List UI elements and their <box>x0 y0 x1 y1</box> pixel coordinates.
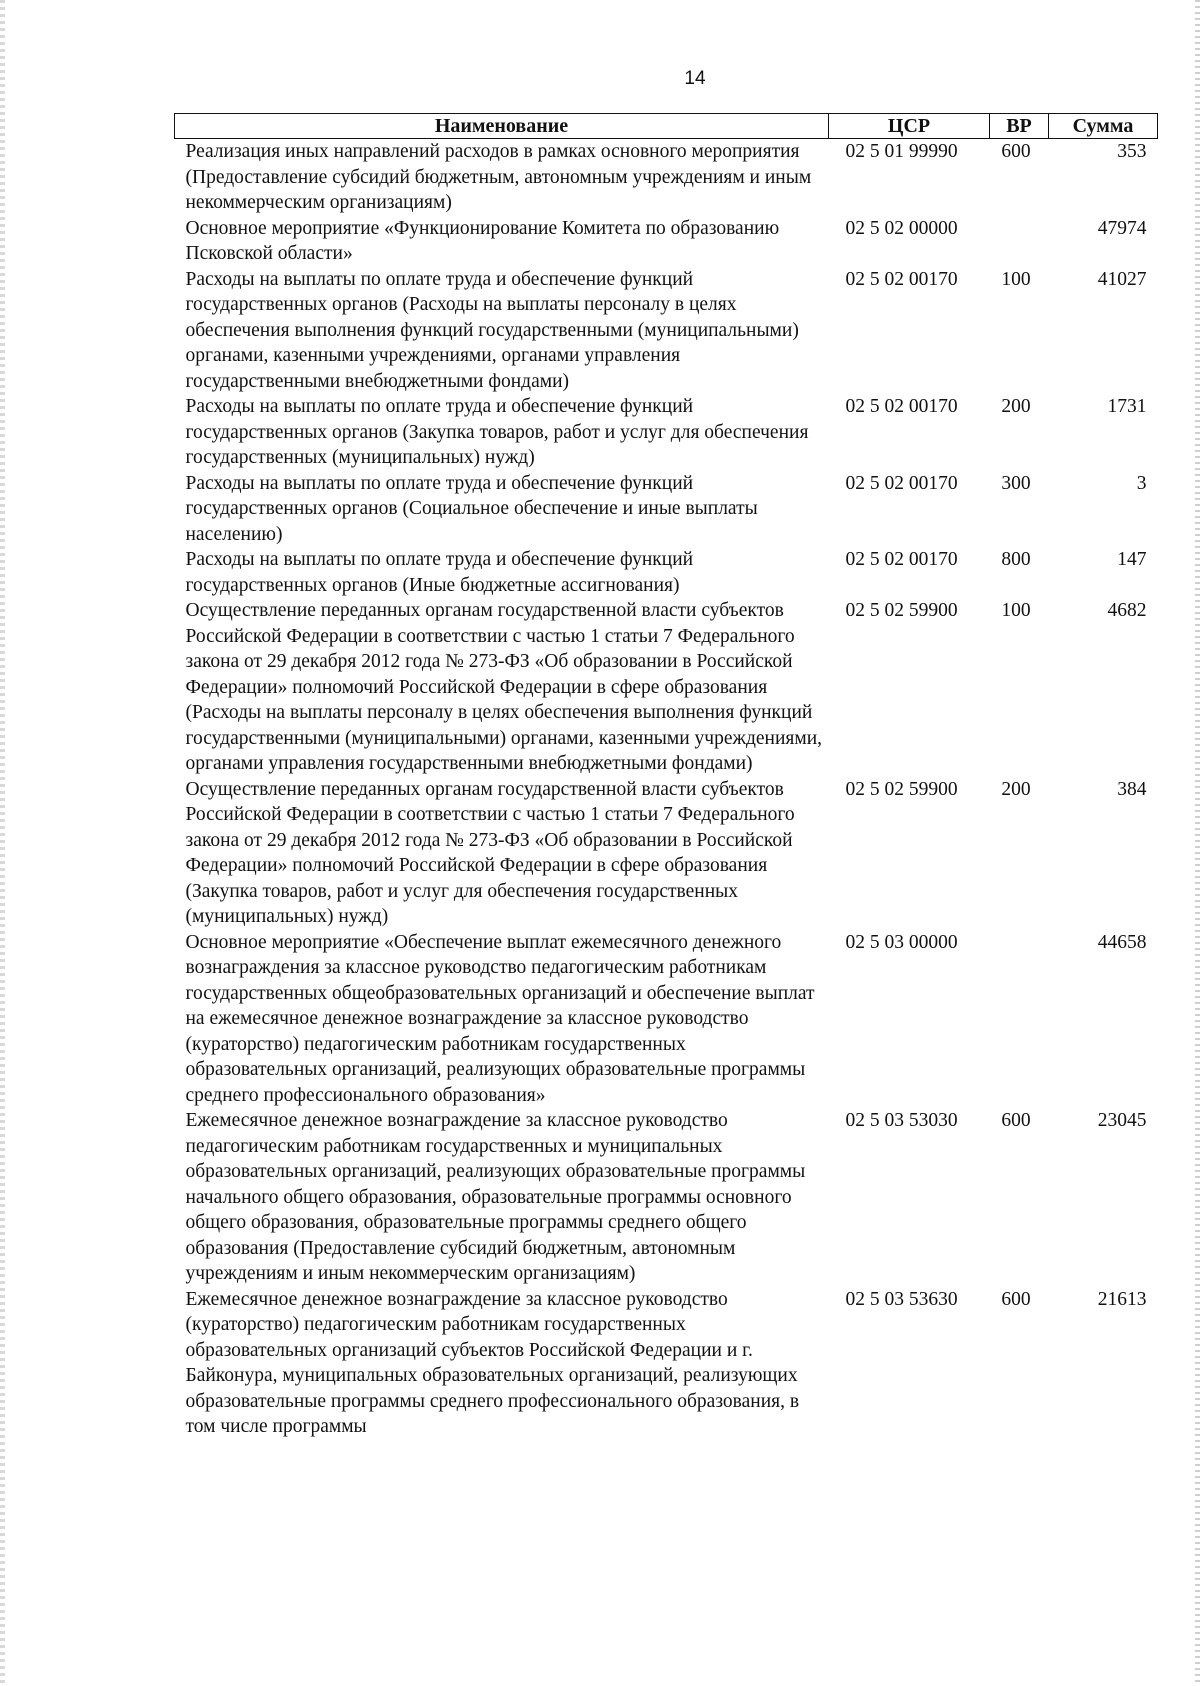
cell-csr: 02 5 03 53630 <box>845 1288 958 1310</box>
cell-name: Осуществление переданных органам государственной власти субъектов Российской Федерации в соответствии с частью 1 статьи 7 Федерального закона от 29 декабря 2012 года № 273-ФЗ «Об образовании в Российской Федерации» полномочий Российской Федерации в сфере образования (Закупка товаров, работ и услуг для обеспечения государственных (муниципальных) нужд) <box>185 778 795 927</box>
table-header-row <box>175 114 1158 139</box>
page-number: 14 <box>684 68 706 89</box>
cell-sum: 3 <box>1136 472 1147 494</box>
cell-name: Расходы на выплаты по оплате труда и обеспечение функций государственных органов (Социальное обеспечение и иные выплаты населению) <box>185 472 758 545</box>
cell-name: Расходы на выплаты по оплате труда и обеспечение функций государственных органов (Иные бюджетные ассигнования) <box>185 549 694 596</box>
cell-sum: 47974 <box>1097 217 1147 239</box>
cell-sum: 1731 <box>1107 396 1147 417</box>
cell-csr: 02 5 02 59900 <box>845 778 958 800</box>
budget-table <box>174 113 1158 1440</box>
table-row <box>175 1287 1158 1440</box>
cell-csr: 02 5 02 00170 <box>845 549 958 570</box>
cell-name: Осуществление переданных органам государственной власти субъектов Российской Федерации в соответствии с частью 1 статьи 7 Федерального закона от 29 декабря 2012 года № 273-ФЗ «Об образовании в Российской Федерации» полномочий Российской Федерации в сфере образования (Расходы на выплаты персоналу в целях обеспечения выполнения функций государственными (муниципальными) органами, казенными учреждениями, органами управления государственными внебюджетными фондами) <box>185 600 823 774</box>
cell-csr: 02 5 03 00000 <box>845 931 958 953</box>
table-row <box>175 547 1158 598</box>
cell-csr: 02 5 02 00000 <box>845 217 958 239</box>
cell-csr: 02 5 02 00170 <box>845 396 958 417</box>
cell-csr: 02 5 03 53030 <box>845 1110 958 1131</box>
cell-vr <box>990 216 1049 267</box>
cell-vr: 300 <box>1001 472 1031 494</box>
cell-csr: 02 5 02 00170 <box>845 268 958 290</box>
cell-sum: 384 <box>1117 778 1147 800</box>
table-row <box>175 1108 1158 1287</box>
cell-name: Основное мероприятие «Обеспечение выплат ежемесячного денежного вознаграждения за классное руководство педагогическим работникам государственных общеобразовательных организаций и обеспечение выплат на ежемесячное денежное вознаграждение за классное руководство (кураторство) педагогическим работникам государственных образовательных организаций, реализующих образовательные программы среднего профессионального образования» <box>185 931 815 1106</box>
table-row <box>175 930 1158 1109</box>
cell-name: Расходы на выплаты по оплате труда и обеспечение функций государственных органов (Расходы на выплаты персоналу в целях обеспечения выполнения функций государственными (муниципальными) органами, казенными учреждениями, органами управления государственными внебюджетными фондами) <box>185 268 799 392</box>
cell-name: Основное мероприятие «Функционирование Комитета по образованию Псковской области» <box>185 217 780 264</box>
header-vr: ВР <box>990 114 1049 139</box>
table-row <box>175 598 1158 777</box>
cell-name: Ежемесячное денежное вознаграждение за классное руководство (кураторство) педагогическим работникам государственных образовательных организаций субъектов Российской Федерации и г. Байконура, муниципальных образовательных организаций, реализующих образовательные программы среднего профессионального образования, в том числе программы <box>185 1288 800 1437</box>
cell-vr: 600 <box>1001 1288 1031 1310</box>
header-csr: ЦСР <box>829 114 990 139</box>
cell-vr: 100 <box>1001 268 1031 290</box>
cell-csr: 02 5 02 00170 <box>845 472 958 494</box>
header-sum: Сумма <box>1049 114 1158 139</box>
cell-vr: 200 <box>1001 396 1031 417</box>
cell-sum: 23045 <box>1097 1110 1147 1131</box>
cell-csr: 02 5 02 59900 <box>845 600 958 621</box>
cell-vr: 200 <box>1001 778 1031 800</box>
cell-sum: 4682 <box>1107 600 1147 621</box>
table-row <box>175 777 1158 930</box>
cell-vr: 600 <box>1001 141 1031 162</box>
table-row <box>175 394 1158 471</box>
cell-name: Расходы на выплаты по оплате труда и обеспечение функций государственных органов (Закупка товаров, работ и услуг для обеспечения государственных (муниципальных) нужд) <box>185 396 809 468</box>
cell-vr: 800 <box>1001 549 1031 570</box>
cell-vr: 100 <box>1001 600 1031 621</box>
table-row <box>175 139 1158 216</box>
cell-sum: 41027 <box>1097 268 1147 290</box>
cell-name: Ежемесячное денежное вознаграждение за классное руководство педагогическим работникам государственных и муниципальных образовательных организаций, реализующих образовательные программы начального общего образования, образовательные программы основного общего образования, образовательные программы среднего общего образования (Предоставление субсидий бюджетным, автономным учреждениям и иным некоммерческим организациям) <box>185 1110 806 1284</box>
scan-edge-right <box>1195 0 1200 1686</box>
cell-sum: 353 <box>1117 141 1147 162</box>
cell-vr: 600 <box>1001 1110 1031 1131</box>
table-row <box>175 216 1158 267</box>
cell-name: Реализация иных направлений расходов в рамках основного мероприятия (Предоставление субсидий бюджетным, автономным учреждениям и иным некоммерческим организациям) <box>185 141 812 213</box>
page-number-wrapper <box>0 68 1200 90</box>
header-name: Наименование <box>175 114 829 139</box>
scan-edge-left <box>0 0 5 1686</box>
cell-sum: 147 <box>1117 549 1147 570</box>
cell-vr <box>990 930 1049 1109</box>
cell-csr: 02 5 01 99990 <box>845 141 958 162</box>
table-body <box>175 139 1158 1440</box>
table-row <box>175 471 1158 548</box>
table-row <box>175 267 1158 395</box>
cell-sum: 44658 <box>1097 931 1147 953</box>
cell-sum: 21613 <box>1097 1288 1147 1310</box>
